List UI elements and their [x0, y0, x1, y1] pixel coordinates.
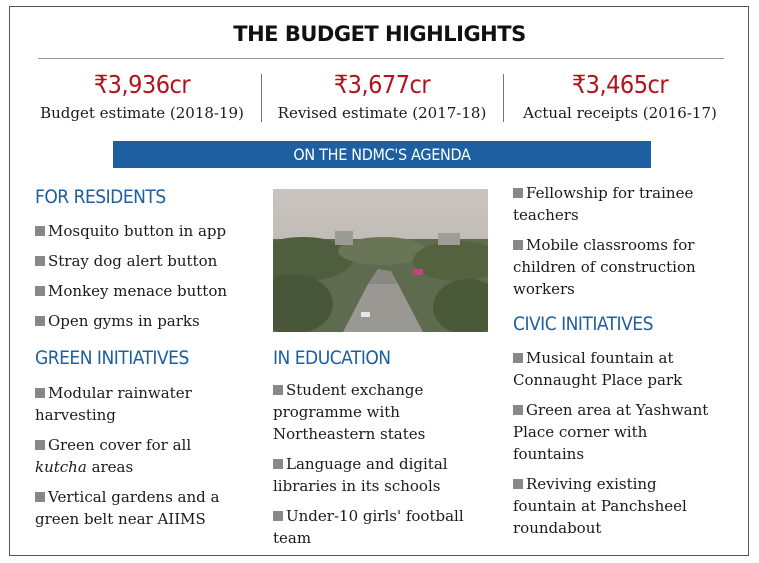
- square-bullet-icon: [35, 388, 45, 398]
- list-item: Open gyms in parks: [35, 310, 260, 332]
- list-in-education: [273, 379, 473, 557]
- stat-actual-receipts: [500, 70, 740, 122]
- square-bullet-icon: [273, 511, 283, 521]
- list-civic-initiatives: [513, 347, 718, 547]
- stat-label: Revised estimate (2017-18): [277, 104, 487, 122]
- heading-civic-initiatives: CIVIC INITIATIVES: [513, 313, 653, 335]
- list-for-residents: [35, 220, 260, 340]
- list-item: Stray dog alert button: [35, 250, 260, 272]
- square-bullet-icon: [35, 440, 45, 450]
- square-bullet-icon: [513, 353, 523, 363]
- list-item: Green area at Yashwant Place corner with fountains: [513, 401, 709, 463]
- list-item: Green cover for all kutcha areas: [35, 436, 192, 476]
- list-item: Musical fountain at Connaught Place park: [513, 349, 683, 389]
- square-bullet-icon: [513, 405, 523, 415]
- stat-revised-estimate: [262, 70, 502, 122]
- square-bullet-icon: [35, 492, 45, 502]
- square-bullet-icon: [35, 286, 45, 296]
- stat-label: Actual receipts (2016-17): [523, 104, 717, 122]
- stat-amount: ₹3,465cr: [571, 70, 669, 99]
- list-item: Fellowship for trainee teachers: [513, 184, 694, 224]
- square-bullet-icon: [35, 226, 45, 236]
- list-item: Language and digital libraries in its schools: [273, 455, 448, 495]
- square-bullet-icon: [513, 479, 523, 489]
- list-item: Student exchange programme with Northeastern states: [273, 381, 426, 443]
- list-item: Monkey menace button: [35, 280, 260, 302]
- heading-for-residents: FOR RESIDENTS: [35, 186, 166, 208]
- list-item: Reviving existing fountain at Panchsheel roundabout: [513, 475, 687, 537]
- square-bullet-icon: [273, 459, 283, 469]
- heading-in-education: IN EDUCATION: [273, 347, 391, 369]
- heading-green-initiatives: GREEN INITIATIVES: [35, 347, 189, 369]
- list-item: Modular rainwater harvesting: [35, 384, 192, 424]
- city-aerial-photo: [273, 189, 488, 332]
- infographic-title: THE BUDGET HIGHLIGHTS: [233, 22, 526, 46]
- list-education-continued: [513, 182, 723, 308]
- stat-amount: ₹3,936cr: [93, 70, 191, 99]
- agenda-banner: ON THE NDMC'S AGENDA: [113, 141, 651, 168]
- title-divider: [38, 58, 724, 59]
- list-item: Vertical gardens and a green belt near AIIMS: [35, 488, 220, 528]
- square-bullet-icon: [35, 316, 45, 326]
- square-bullet-icon: [513, 188, 523, 198]
- stat-amount: ₹3,677cr: [333, 70, 431, 99]
- list-item: Mosquito button in app: [35, 220, 260, 242]
- stat-label: Budget estimate (2018-19): [40, 104, 244, 122]
- square-bullet-icon: [273, 385, 283, 395]
- square-bullet-icon: [513, 240, 523, 250]
- stat-budget-estimate: [22, 70, 262, 122]
- list-item: Mobile classrooms for children of construction workers: [513, 236, 696, 298]
- square-bullet-icon: [35, 256, 45, 266]
- list-green-initiatives: [35, 382, 240, 538]
- list-item: Under-10 girls' football team: [273, 507, 464, 547]
